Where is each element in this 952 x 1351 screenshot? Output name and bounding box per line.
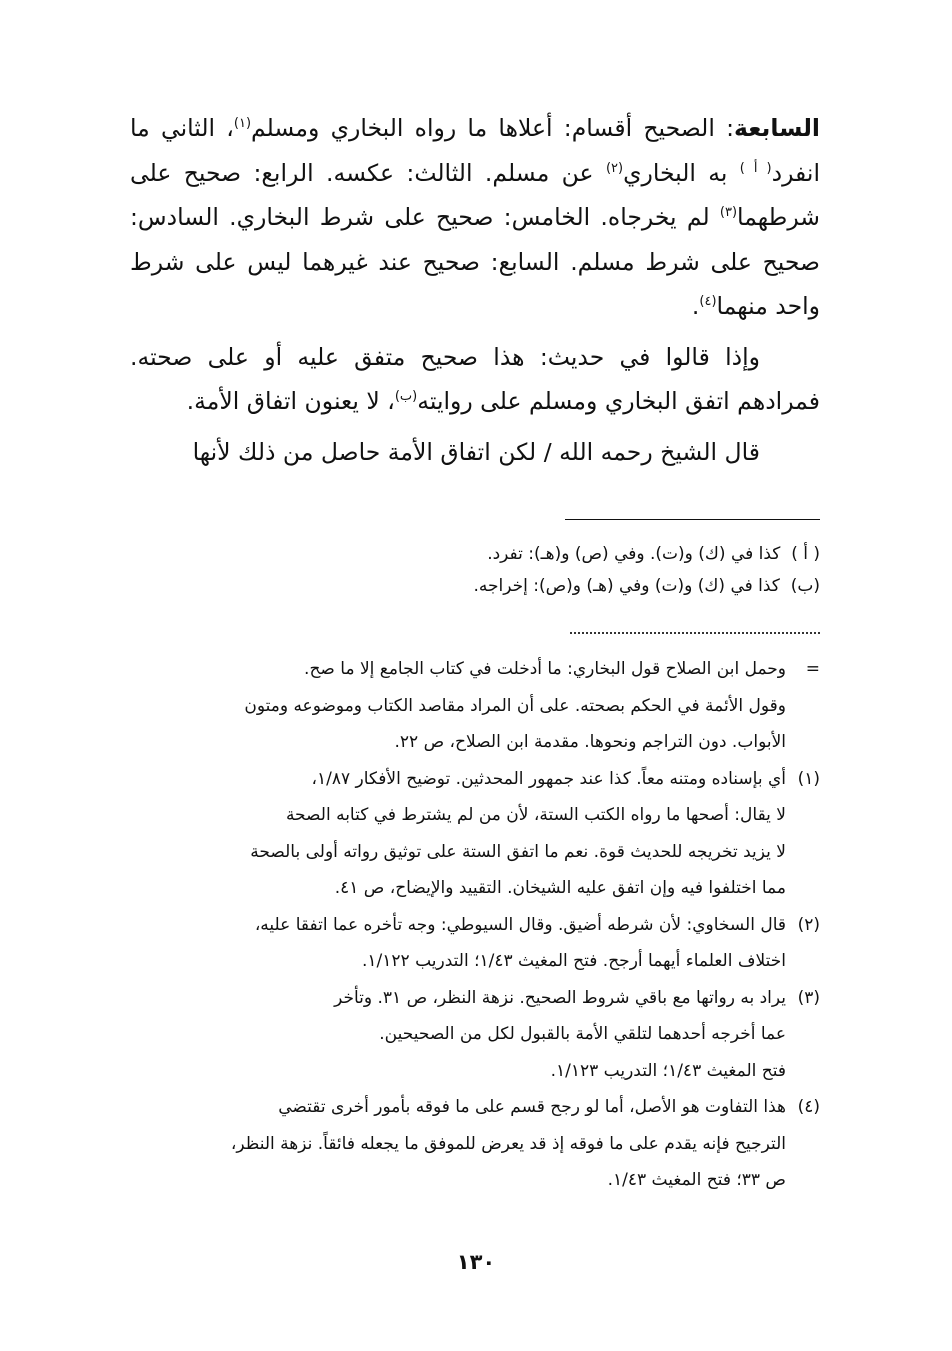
text-run: به البخاري [623, 158, 740, 187]
footnote-line: ص ٣٣؛ فتح المغيث ١/٤٣. [607, 1170, 786, 1190]
text-run: ، الثاني ما انفرد [130, 114, 820, 187]
footnote-line: الأبواب. دون التراجم ونحوها. مقدمة ابن الصلاح، ص ٢٢. [394, 732, 786, 752]
section-term: السابعة [734, 114, 820, 142]
footnote-line: يراد به رواتها مع باقي شروط الصحيح. نزهة النظر، ص ٣١. وتأخر [334, 987, 786, 1008]
variant-ref-b[interactable]: (ب) [394, 389, 418, 405]
variant-marker: (ب) [790, 576, 820, 596]
paragraph-seventh-category [130, 106, 820, 329]
page-number: ١٣٠ [456, 1250, 496, 1274]
variant-text: كذا في (ك) و(ت). وفي (ص) و(هـ): تفرد. [487, 544, 781, 564]
footnote-line: مما اختلفوا فيه وإن اتفق عليه الشيخان. التقييد والإيضاح، ص ٤١. [334, 878, 786, 898]
text-run: : الصحيح أقسام: أعلاها ما رواه البخاري ومسلم [251, 114, 735, 142]
variant-text: كذا في (ك) و(ت) وفي (هـ) و(ص): إخراجه. [473, 576, 780, 596]
text-run: . [691, 292, 700, 320]
footnote-ref-3[interactable]: (٣) [719, 205, 738, 221]
footnote-line: قال السخاوي: لأن شرطه أضيق. وقال السيوطي: وجه تأخره عما اتفقا عليه، [254, 914, 786, 935]
footnote-continuation [130, 651, 820, 761]
text-run: وإذا قالوا في حديث: هذا صحيح متفق عليه أو على صحته. فمرادهم اتفق البخاري ومسلم على روايته [130, 342, 820, 415]
footnote-3 [130, 980, 820, 1090]
footnote-body [130, 1089, 786, 1199]
variant-note-b [130, 570, 820, 602]
footnote-line: هذا التفاوت هو الأصل، أما لو رجح قسم على ما فوقه بأمور أخرى تقتضي [278, 1097, 786, 1117]
footnote-4 [130, 1089, 820, 1199]
footnote-line: لا يزيد تخريجه للحديث قوة. نعم ما اتفق الستة على توثيق رواته أولى بالصحة [250, 841, 786, 862]
footnote-body [130, 761, 786, 907]
footnote-line: أي بإسناده ومتنه معاً. كذا عند جمهور المحدثين. توضيح الأفكار ١/٨٧، [311, 768, 786, 789]
footnote-marker: (٣) [797, 987, 820, 1008]
footnotes [130, 651, 820, 1199]
footnote-body [130, 907, 786, 980]
paragraph-agreed-upon [130, 335, 820, 424]
footnote-marker: (١) [797, 768, 820, 789]
main-text [130, 106, 820, 474]
variant-note-a [130, 538, 820, 570]
footnote-line: الترجيح فإنه يقدم على ما فوقه إذ قد يعرض للموفق ما يجعله فائقاً. نزهة النظر، [230, 1133, 786, 1154]
text-run: عن مسلم. الثالث: عكسه. الرابع: صحيح على شرطهما [130, 158, 820, 231]
footnote-separator [565, 519, 820, 520]
footnote-ref-2[interactable]: (٢) [605, 160, 624, 176]
footnote-line: عما أخرجه أحدهما لتلقي الأمة بالقبول لكل من الصحيحين. [379, 1024, 786, 1044]
text-run: لم يخرجاه. الخامس: صحيح على شرط البخاري. السادس: صحيح على شرط مسلم. السابع: صحيح عند غيرهما ليس على شرط واحد منهما [130, 203, 820, 320]
paragraph-sheikh-said: قال الشيخ رحمه الله / لكن اتفاق الأمة حاصل من ذلك لأنها [192, 437, 760, 466]
footnote-line: وحمل ابن الصلاح قول البخاري: ما أدخلت في كتاب الجامع إلا ما صح. [304, 659, 786, 679]
footnote-line: اختلاف العلماء أيهما أرجح. فتح المغيث ١/٤٣؛ التدريب ١/١٢٢. [362, 951, 786, 971]
footnote-1 [130, 761, 820, 907]
dotted-separator [570, 632, 820, 634]
variant-notes [130, 538, 820, 602]
footnote-2 [130, 907, 820, 980]
footnote-ref-4[interactable]: (٤) [699, 294, 717, 310]
footnote-line: فتح المغيث ١/٤٣؛ التدريب ١/١٢٣. [550, 1060, 786, 1081]
variant-marker: ( أ ) [791, 544, 820, 564]
footnote-marker: = [805, 659, 820, 679]
footnote-line: لا يقال: أصحها ما رواه الكتب الستة، لأن من لم يشترط في كتابه الصحة [285, 805, 786, 825]
footnote-body [130, 651, 786, 761]
variant-ref-a[interactable]: ( أ ) [739, 160, 772, 176]
footnote-ref-1[interactable]: (١) [233, 116, 252, 132]
footnote-marker: (٤) [797, 1097, 820, 1117]
footnote-body [130, 980, 786, 1090]
footnote-line: وقول الأئمة في الحكم بصحته. على أن المراد مقاصد الكتاب وموضوعه ومتون [244, 695, 786, 716]
text-run: ، لا يعنون اتفاق الأمة. [186, 387, 395, 415]
footnote-marker: (٢) [797, 914, 820, 935]
